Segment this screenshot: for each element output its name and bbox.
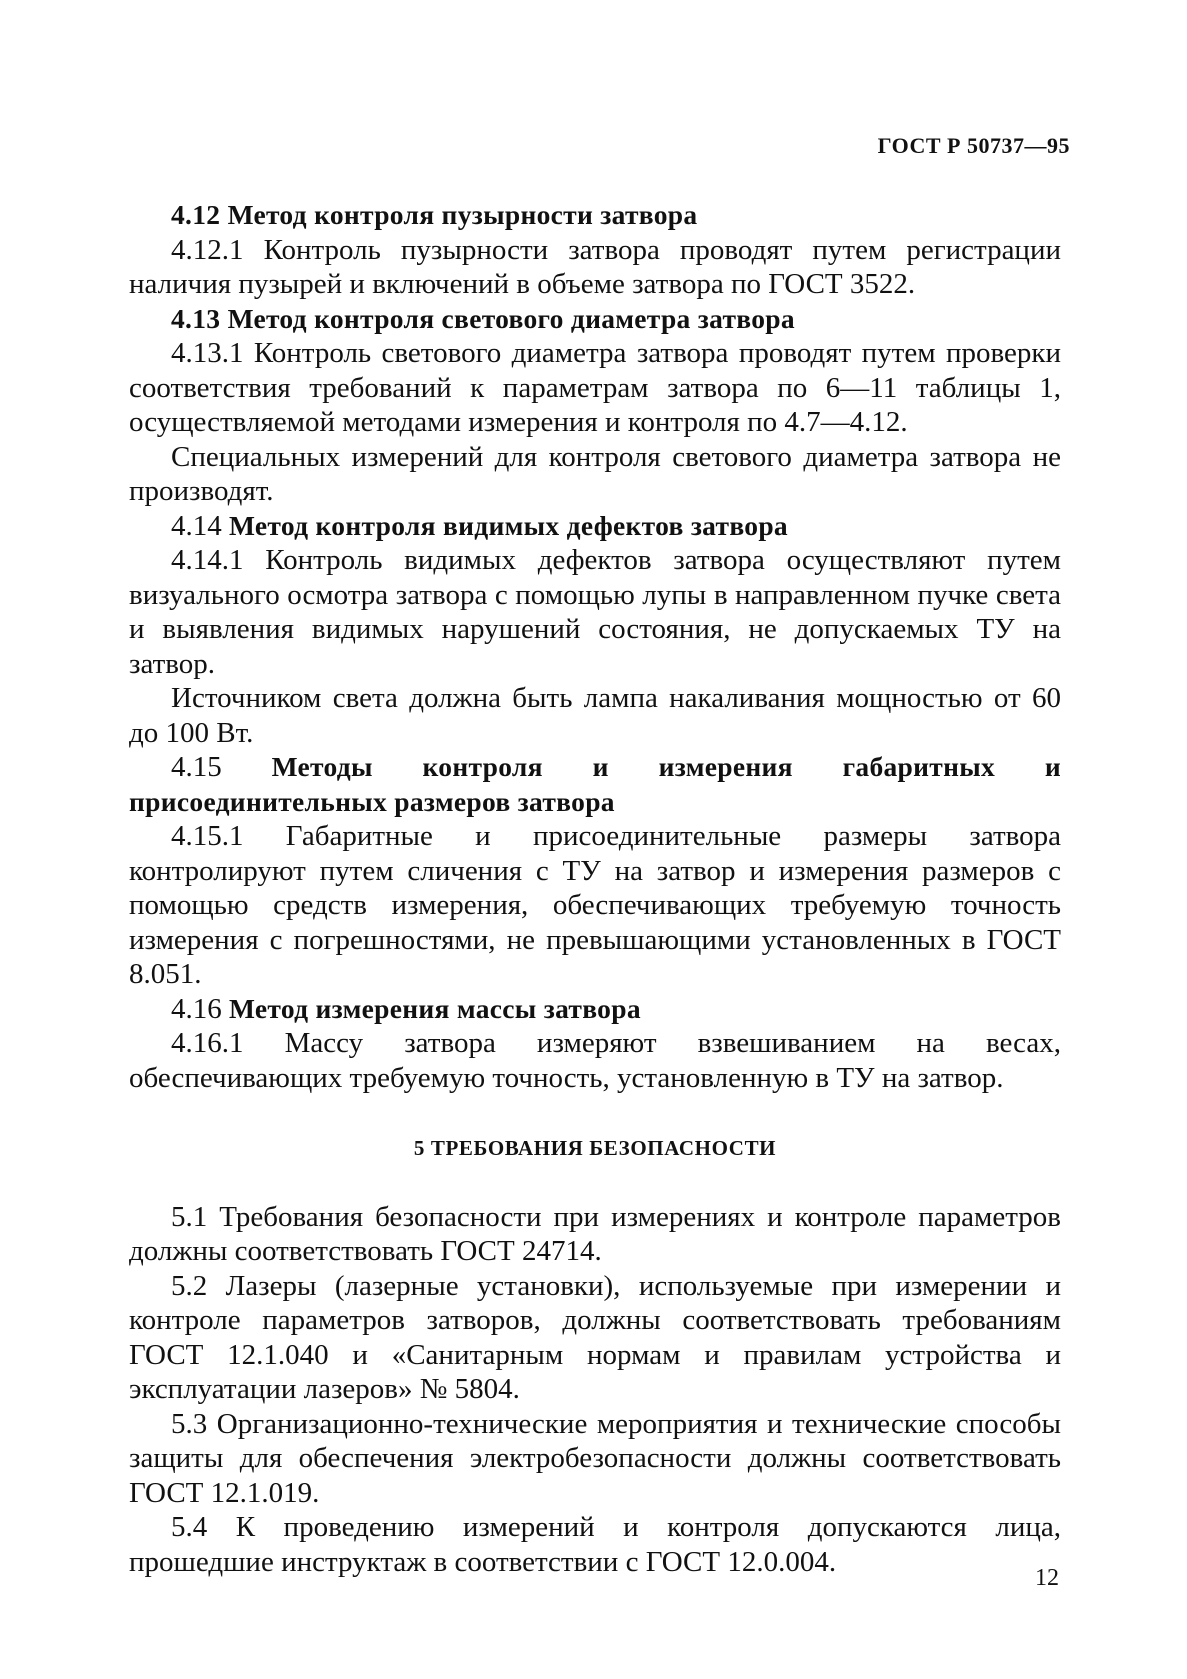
paragraph-4-16-1: 4.16.1 Массу затвора измеряют взвешиванием на весах, обеспечивающих требуемую точность, установленную в ТУ на затвор.: [129, 1027, 1061, 1094]
clause-title: Методы контроля и измерения габаритных и присоединительных размеров затвора: [129, 751, 1061, 817]
clause-title: Метод контроля пузырности затвора: [227, 199, 698, 230]
clause-title: Метод контроля светового диаметра затвора: [227, 302, 795, 334]
section-title-safety: 5 ТРЕБОВАНИЯ БЕЗОПАСНОСТИ: [413, 1136, 777, 1160]
document-body: [129, 198, 1061, 1579]
paragraph-4-14-note: Источником света должна быть лампа накаливания мощностью от 60 до 100 Вт.: [129, 682, 1061, 749]
paragraph-5-2: 5.2 Лазеры (лазерные установки), используемые при измерении и контроле параметров затворов, должны соответствовать требованиям ГОСТ 12.1.040 и «Санитарным нормам и правилам устройства и эксплуатации лазеров» № 5804.: [129, 1269, 1061, 1405]
paragraph-5-1: 5.1 Требования безопасности при измерениях и контроле параметров должны соответствовать ГОСТ 24714.: [129, 1200, 1061, 1267]
paragraph-5-4: 5.4 К проведению измерений и контроля допускаются лица, прошедшие инструктаж в соответствии с ГОСТ 12.0.004.: [129, 1511, 1061, 1578]
clause-title: Метод измерения массы затвора: [229, 992, 641, 1024]
clause-heading-4-12: [129, 198, 1061, 233]
paragraph-4-13-note: Специальных измерений для контроля светового диаметра затвора не производят.: [129, 440, 1061, 507]
clause-heading-4-16: [129, 992, 1061, 1027]
clause-number: 4.13: [171, 302, 221, 334]
paragraph-4-14-1: 4.14.1 Контроль видимых дефектов затвора осуществляют путем визуального осмотра затвора с помощью лупы в направленном пучке света и выявления видимых нарушений состояния, не допускаемых ТУ на затвор.: [129, 544, 1061, 680]
paragraph-4-12-1: 4.12.1 Контроль пузырности затвора проводят путем регистрации наличия пузырей и включений в объеме затвора по ГОСТ 3522.: [129, 233, 1061, 300]
paragraph-4-15-1: 4.15.1 Габаритные и присоединительные размеры затвора контролируют путем сличения с ТУ на затвор и измерения размеров с помощью средств измерения, обеспечивающих требуемую точность измерения с погрешностями, не превышающими установленных в ГОСТ 8.051.: [129, 820, 1061, 990]
clause-heading-4-14: [129, 509, 1061, 544]
clause-number: 4.12: [171, 199, 221, 230]
page-number: 12: [1035, 1565, 1059, 1591]
clause-heading-4-15: [129, 750, 1061, 819]
document-code-header: ГОСТ Р 50737—95: [877, 133, 1070, 158]
clause-number: 4.15: [171, 751, 222, 783]
clause-title: Метод контроля видимых дефектов затвора: [229, 509, 788, 541]
paragraph-5-3: 5.3 Организационно-технические мероприятия и технические способы защиты для обеспечения электробезопасности должны соответствовать ГОСТ 12.1.019.: [129, 1407, 1061, 1509]
clause-heading-4-13: [129, 302, 1061, 337]
clause-number: 4.14: [171, 509, 222, 542]
clause-number: 4.16: [171, 992, 222, 1025]
paragraph-4-13-1: 4.13.1 Контроль светового диаметра затвора проводят путем проверки соответствия требований к параметрам затвора по 6—11 таблицы 1, осуществляемой методами измерения и контроля по 4.7—4.12.: [129, 337, 1061, 438]
